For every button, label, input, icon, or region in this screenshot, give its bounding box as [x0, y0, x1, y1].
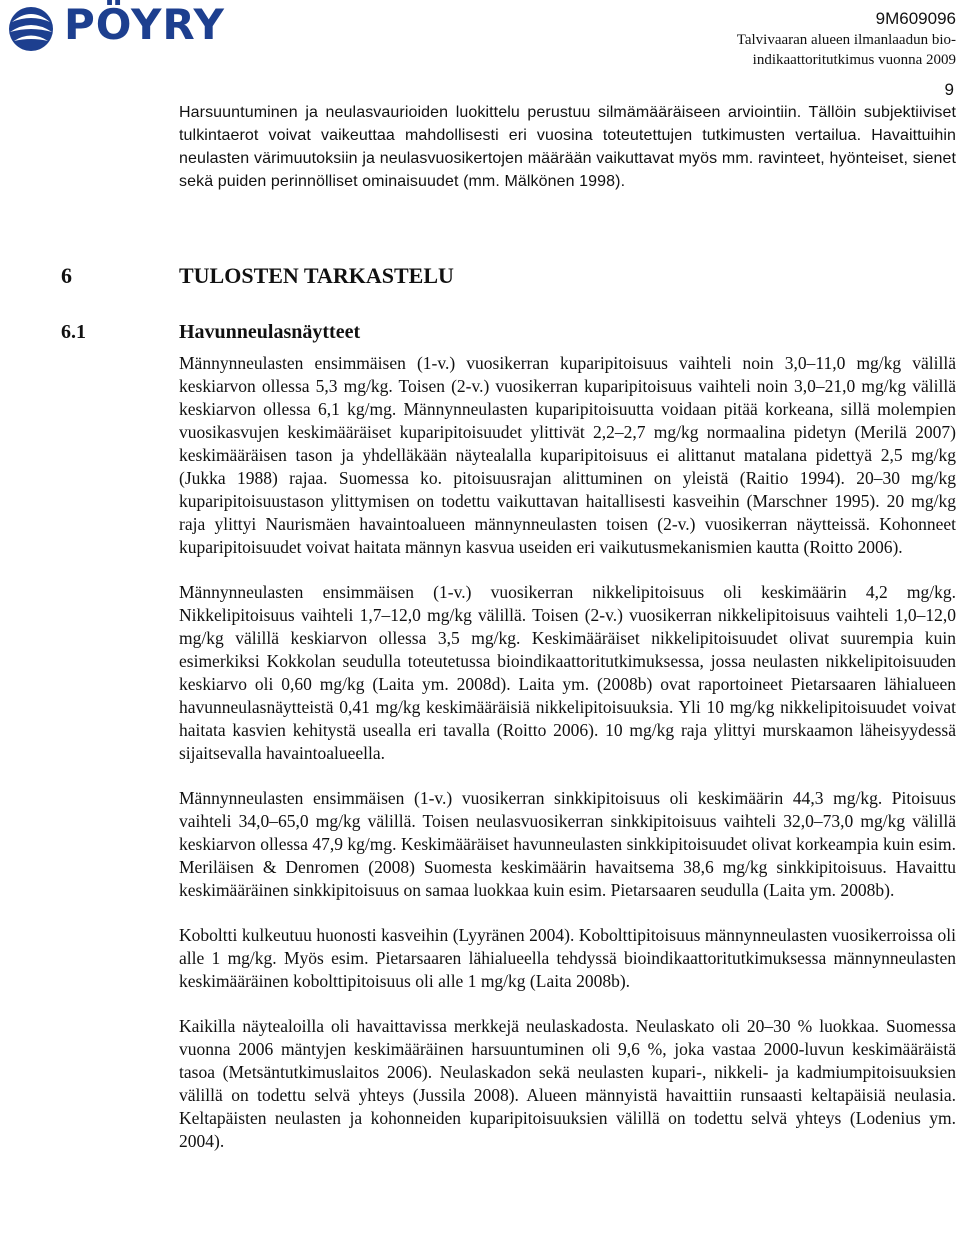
- subsection-number: 6.1: [61, 321, 86, 343]
- poyry-logo-icon: [6, 4, 60, 54]
- intro-block: [179, 101, 956, 193]
- section-title: TULOSTEN TARKASTELU: [179, 263, 454, 288]
- document-title-line-1: Talvivaaran alueen ilmanlaadun bio-: [736, 32, 956, 48]
- section-heading-6: [61, 263, 454, 289]
- logo-wordmark: PÖYRY: [64, 0, 225, 49]
- paragraph-needle-loss: Kaikilla näytealoilla oli havaittavissa merkkejä neulaskadosta. Neulaskato oli 20‒30 % luokkaa. Suomessa vuonna 2006 mäntyjen keskimääräinen harsuuntuminen oli 9,6 %, joka vastaa 2000-luvun keskimääräistä tasoa (Metsäntutkimuslaitos 2006). Neulaskadon sekä neulasten kupari-, nikkeli- ja kadmiumpitoisuuksien välillä on todettu selvä yhteys (Jussila 2008). Alueen männyistä havaittiin runsaasti keltapäisiä neulasia. Keltapäisten neulasten ja kohonneiden kuparipitoisuuksien välillä on todettu selvä yhteys (Lodenius ym. 2004).: [179, 1016, 956, 1151]
- document-header: [737, 8, 956, 70]
- paragraph-zinc: Männynneulasten ensimmäisen (1-v.) vuosikerran sinkkipitoisuus oli keskimäärin 44,3 mg/kg. Pitoisuus vaihteli 34,0‒65,0 mg/kg välillä. Toisen neulasvuosikerran sinkkipitoisuus vaihteli 32,0‒73,0 mg/kg välillä keskiarvon ollessa 47,9 kg/mg. Keskimääräiset havunneulasten sinkkipitoisuudet olivat korkeampia kuin esim. Meriläisen & Denromen (2008) Suomesta keskimäärin havaitsema 38,6 mg/kg sinkkipitoisuus. Havaittu keskimääräinen sinkkipitoisuus on samaa luokkaa kuin esim. Pietarsaaren seudulla (Laita ym. 2008b).: [179, 788, 956, 900]
- subsection-heading-6-1: [61, 321, 360, 344]
- subsection-title: Havunneulasnäytteet: [179, 321, 361, 343]
- section-number: 6: [61, 263, 72, 288]
- page-number: 9: [944, 80, 954, 99]
- document-title-line-2: indikaattoritutkimus vuonna 2009: [752, 52, 956, 68]
- subsection-body: [179, 352, 956, 1153]
- paragraph-copper: Männynneulasten ensimmäisen (1-v.) vuosikerran kuparipitoisuus vaihteli noin 3,0‒11,0 mg/kg välillä keskiarvon ollessa 5,3 mg/kg. Toisen (2-v.) vuosikerran kuparipitoisuus vaihteli noin 3,0‒21,0 mg/kg välillä keskiarvon ollessa 6,1 kg/mg. Männynneulasten kuparipitoisuutta voidaan pitää korkeana, sillä molempien vuosikasvujen keskimääräiset kuparipitoisuudet ylittivät 2,2‒2,7 mg/kg normaalina pidetyn (Merilä 2007) keskimääräisen tason ja yhdelläkään näytealalla kuparipitoisuus ei alittanut matalana pidettyä 2,5 mg/kg (Jukka 1988) rajaa. Suomessa ko. pitoisuusrajan alittuminen on yleistä (Raitio 1994). 20‒30 mg/kg kuparipitoisuustason ylittymisen on todettu vaikuttavan haitallisesti kasveihin (Marschner 1995). 20 mg/kg raja ylittyi Naurismäen havaintoalueen männynneulasten toisen (2-v.) vuosikerran näytteissä. Kohonneet kuparipitoisuudet voivat haitata männyn kasvua useiden eri vaikutusmekanismien kautta (Roitto 2006).: [179, 353, 956, 557]
- paragraph-nickel: Männynneulasten ensimmäisen (1-v.) vuosikerran nikkelipitoisuus oli keskimäärin 4,2 mg/kg. Nikkelipitoisuus vaihteli 1,7‒12,0 mg/kg välillä. Toisen (2-v.) vuosikerran nikkelipitoisuus vaihteli 1,0‒12,0 mg/kg välillä keskiarvon ollessa 3,5 mg/kg. Keskimääräiset nikkelipitoisuudet olivat suurempia kuin esimerkiksi Kokkolan seudulla toteutetussa bioindikaattoritutkimuksessa, jossa neulasten nikkelipitoisuuden keskiarvo oli 0,60 mg/kg (Laita ym. 2008d). Laita ym. (2008b) ovat raportoineet Pietarsaaren lähialueen havunneulasnäytteistä 0,41 mg/kg keskimääräisiä nikkelipitoisuuksia. Yli 10 mg/kg nikkelipitoisuudet voivat haitata kasvien kehitystä usealla eri tavalla (Roitto 2006). 10 mg/kg raja ylittyi murskaamon läheisyydessä sijaitsevalla havaintoalueella.: [179, 582, 956, 763]
- intro-paragraph: Harsuuntuminen ja neulasvaurioiden luokittelu perustuu silmämääräiseen arviointiin. Tällöin subjektiiviset tulkintaerot voivat vaikeuttaa mahdollisesti eri vuosina toteutettujen tutkimusten vertailua. Havaittuihin neulasten värimuutoksiin ja neulasvuosikertojen määrään vaikuttavat myös mm. ravinteet, hyönteiset, sienet sekä puiden perinnölliset ominaisuudet (mm. Mälkönen 1998).: [179, 104, 956, 190]
- paragraph-cobalt: Koboltti kulkeutuu huonosti kasveihin (Lyyränen 2004). Kobolttipitoisuus männynneulasten vuosikerroissa oli alle 1 mg/kg. Myös esim. Pietarsaaren lähialueella tehdyssä bioindikaattoritutkimuksessa männynneulasten keskimääräinen kobolttipitoisuus oli alle 1 mg/kg (Laita 2008b).: [179, 925, 956, 991]
- poyry-logo: [6, 0, 244, 54]
- document-code: 9M609096: [875, 9, 956, 28]
